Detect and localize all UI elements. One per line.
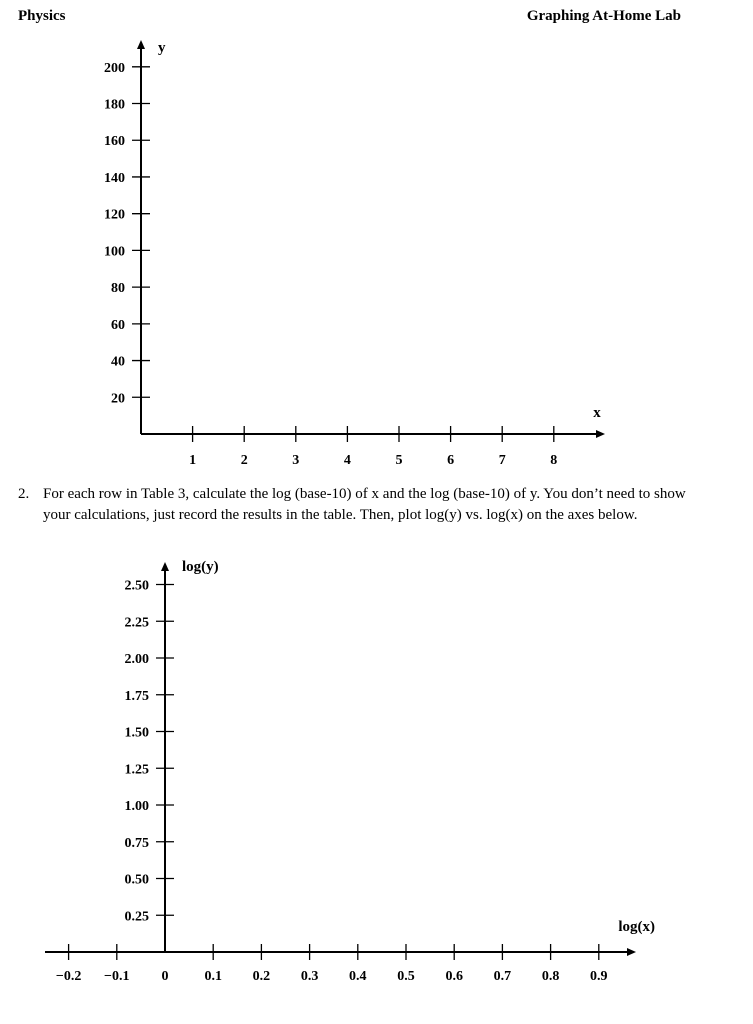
y-tick-label: 1.75 bbox=[124, 688, 149, 704]
y-tick-label: 0.50 bbox=[124, 872, 149, 888]
x-tick-label: 8 bbox=[550, 453, 558, 468]
y-tick-label: 120 bbox=[104, 207, 125, 223]
y-tick-label: 80 bbox=[111, 281, 125, 297]
x-tick-label: 0.2 bbox=[252, 969, 271, 984]
header-lab-title: Graphing At-Home Lab bbox=[526, 8, 681, 24]
x-tick-label: 4 bbox=[343, 453, 351, 468]
y-tick-label: 2.00 bbox=[124, 652, 149, 667]
header-subject: Physics bbox=[18, 8, 66, 24]
y-tick-label: 1.50 bbox=[124, 725, 149, 741]
y-tick-label: 1.00 bbox=[124, 799, 149, 814]
y-tick-label: 140 bbox=[104, 170, 125, 186]
x-tick-label: 0.5 bbox=[397, 969, 415, 984]
y-tick-label: 100 bbox=[104, 244, 125, 260]
y-tick-label: 180 bbox=[104, 97, 125, 113]
x-tick-label: 1 bbox=[189, 453, 197, 468]
y-tick-label: 20 bbox=[111, 391, 125, 407]
x-tick-label: 0.6 bbox=[445, 969, 463, 984]
x-tick-label: 0.7 bbox=[493, 969, 512, 984]
y-tick-label: 60 bbox=[111, 317, 125, 333]
y-axis-title: y bbox=[158, 40, 166, 56]
y-tick-label: 0.75 bbox=[124, 835, 149, 851]
y-tick-label: 1.25 bbox=[124, 762, 149, 778]
y-axis-arrow-icon bbox=[161, 562, 169, 571]
x-tick-label: 6 bbox=[447, 453, 455, 468]
x-tick-label: 0 bbox=[161, 969, 169, 984]
y-tick-label: 160 bbox=[104, 134, 125, 150]
x-axis-arrow-icon bbox=[627, 948, 636, 956]
x-tick-label: −0.2 bbox=[55, 969, 82, 984]
y-axis-title: log(y) bbox=[182, 559, 219, 575]
x-tick-label: 2 bbox=[240, 453, 248, 468]
x-tick-label: 5 bbox=[395, 453, 403, 468]
x-tick-label: 0.1 bbox=[204, 969, 222, 984]
y-tick-label: 2.50 bbox=[124, 578, 149, 594]
x-tick-label: 3 bbox=[292, 453, 300, 468]
question-text: For each row in Table 3, calculate the log (base-10) of x and the log (base-10) of y. You don’t need to show your calculations, just record the results in the table. Then, plot log(y) vs. log(x) on the axes below. bbox=[43, 486, 686, 523]
question-number: 2. bbox=[18, 486, 30, 502]
x-tick-label: 0.8 bbox=[541, 969, 560, 984]
x-tick-label: 0.9 bbox=[590, 969, 608, 984]
x-tick-label: 0.4 bbox=[349, 969, 367, 984]
y-tick-label: 40 bbox=[111, 354, 125, 370]
x-tick-label: 7 bbox=[498, 453, 506, 468]
y-tick-label: 2.25 bbox=[124, 615, 149, 631]
x-tick-label: 0.3 bbox=[300, 969, 319, 984]
x-axis-title: log(x) bbox=[618, 919, 655, 935]
y-tick-label: 200 bbox=[104, 60, 125, 76]
y-tick-label: 0.25 bbox=[124, 909, 149, 925]
x-axis-title: x bbox=[593, 405, 601, 421]
x-tick-label: −0.1 bbox=[104, 969, 130, 984]
